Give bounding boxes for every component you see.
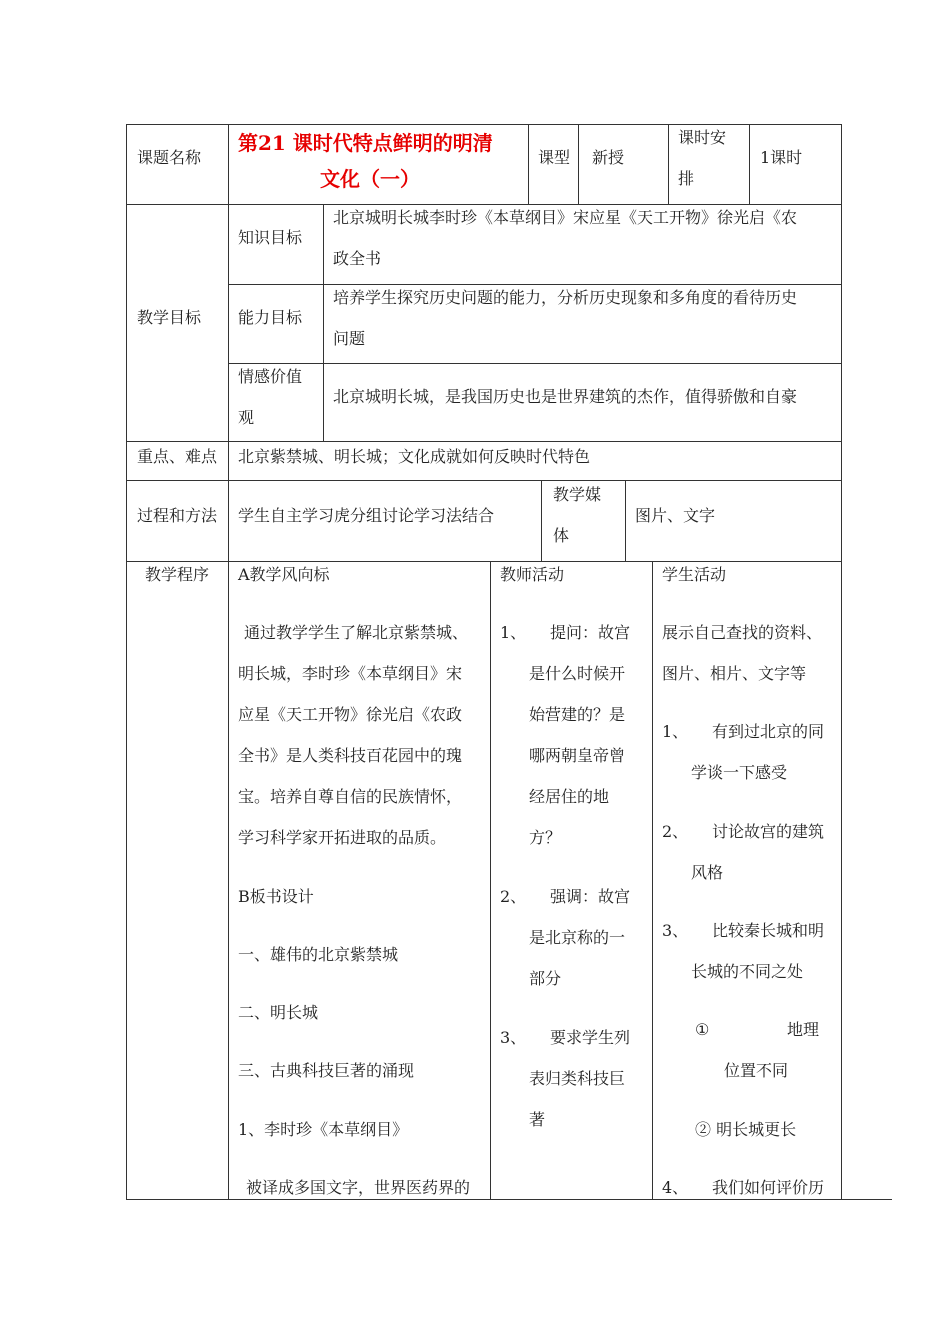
teacher-line: 方？ xyxy=(529,828,562,847)
lesson-title-line1: 第21 课时代特点鲜明的明清 xyxy=(238,131,493,155)
student-line: 我们如何评价历 xyxy=(712,1178,825,1197)
teacher-line: 强调：故宫 xyxy=(550,887,631,906)
col-a-line: 宝。培养自尊自信的民族情怀， xyxy=(238,787,463,806)
teacher-item-number: 3、 xyxy=(500,1028,527,1047)
student-line: 位置不同 xyxy=(724,1061,789,1080)
teacher-item-number: 2、 xyxy=(500,887,527,906)
col-a-board-item: 1、李时珍《本草纲目》 xyxy=(238,1120,409,1139)
type-label: 课型 xyxy=(538,148,571,167)
student-item-number: 4、 xyxy=(662,1178,689,1197)
type-value: 新授 xyxy=(592,148,625,167)
student-item-number: 3、 xyxy=(662,921,689,940)
col-a-line: 被译成多国文字，世界医药界的 xyxy=(246,1178,471,1197)
teacher-line: 是什么时候开 xyxy=(529,664,626,683)
teacher-line: 始营建的？是 xyxy=(529,705,626,724)
col-a-board-item: 二、明长城 xyxy=(238,1003,319,1022)
emotion-label-cont: 观 xyxy=(238,408,255,427)
objectives-label: 教学目标 xyxy=(137,308,202,327)
procedure-label: 教学程序 xyxy=(145,565,210,584)
student-item-number: 2、 xyxy=(662,822,689,841)
col-a-line: 明长城，李时珍《本草纲目》宋 xyxy=(238,664,463,683)
teacher-line: 著 xyxy=(529,1110,546,1129)
schedule-value: 1课时 xyxy=(760,148,803,167)
process-label: 过程和方法 xyxy=(137,506,218,525)
col-a-line: 全书》是人类科技百花园中的瑰 xyxy=(238,746,463,765)
emotion-text: 北京城明长城，是我国历史也是世界建筑的杰作，值得骄傲和自豪 xyxy=(333,387,798,406)
knowledge-text-cont: 政全书 xyxy=(333,249,382,268)
student-line: 讨论故宫的建筑 xyxy=(712,822,825,841)
topic-label: 课题名称 xyxy=(137,148,202,167)
student-line: 比较秦长城和明 xyxy=(712,921,825,940)
media-value: 图片、文字 xyxy=(635,506,716,525)
student-sub-word: 地理 xyxy=(787,1020,820,1039)
student-line: 图片、相片、文字等 xyxy=(662,664,807,683)
teacher-line: 哪两朝皇帝曾 xyxy=(529,746,626,765)
student-line: ② 明长城更长 xyxy=(695,1120,797,1139)
col-a-heading: A教学风向标 xyxy=(238,565,330,584)
schedule-label-cont: 排 xyxy=(678,169,695,188)
student-line: 有到过北京的同 xyxy=(712,722,825,741)
col-a-board-heading: B板书设计 xyxy=(238,887,314,906)
student-item-number: 1、 xyxy=(662,722,689,741)
knowledge-label: 知识目标 xyxy=(238,228,303,247)
teacher-line: 表归类科技巨 xyxy=(529,1069,626,1088)
teacher-line: 是北京称的一 xyxy=(529,928,626,947)
student-line: 学谈一下感受 xyxy=(691,763,788,782)
teacher-line: 提问：故宫 xyxy=(550,623,631,642)
emotion-label: 情感价值 xyxy=(238,367,303,386)
teacher-item-number: 1、 xyxy=(500,623,527,642)
col-a-line: 应星《天工开物》徐光启《农政 xyxy=(238,705,463,724)
teacher-heading: 教师活动 xyxy=(500,565,565,584)
key-points-label: 重点、难点 xyxy=(137,447,218,466)
knowledge-text: 北京城明长城李时珍《本草纲目》宋应星《天工开物》徐光启《农 xyxy=(333,208,798,227)
col-a-board-item: 一、雄伟的北京紫禁城 xyxy=(238,945,399,964)
schedule-label: 课时安 xyxy=(678,128,727,147)
lesson-title-line2: 文化（一） xyxy=(320,167,420,191)
teacher-line: 要求学生列 xyxy=(550,1028,631,1047)
col-a-board-item: 三、古典科技巨著的涌现 xyxy=(238,1061,415,1080)
student-heading: 学生活动 xyxy=(662,565,727,584)
key-points-text: 北京紫禁城、明长城；文化成就如何反映时代特色 xyxy=(238,447,591,466)
teacher-line: 部分 xyxy=(529,969,562,988)
student-line: 展示自己查找的资料、 xyxy=(662,623,823,642)
col-a-line: 通过教学学生了解北京紫禁城、 xyxy=(244,623,469,642)
ability-text: 培养学生探究历史问题的能力，分析历史现象和多角度的看待历史 xyxy=(333,288,798,307)
media-label: 教学媒 xyxy=(553,485,602,504)
process-text: 学生自主学习虎分组讨论学习法结合 xyxy=(238,506,495,525)
ability-label: 能力目标 xyxy=(238,308,303,327)
ability-text-cont: 问题 xyxy=(333,329,366,348)
student-sub-mark: ① xyxy=(695,1020,710,1039)
teacher-line: 经居住的地 xyxy=(529,787,610,806)
student-line: 长城的不同之处 xyxy=(691,962,804,981)
media-label-cont: 体 xyxy=(553,526,570,545)
col-a-line: 学习科学家开拓进取的品质。 xyxy=(238,828,447,847)
student-line: 风格 xyxy=(691,863,724,882)
